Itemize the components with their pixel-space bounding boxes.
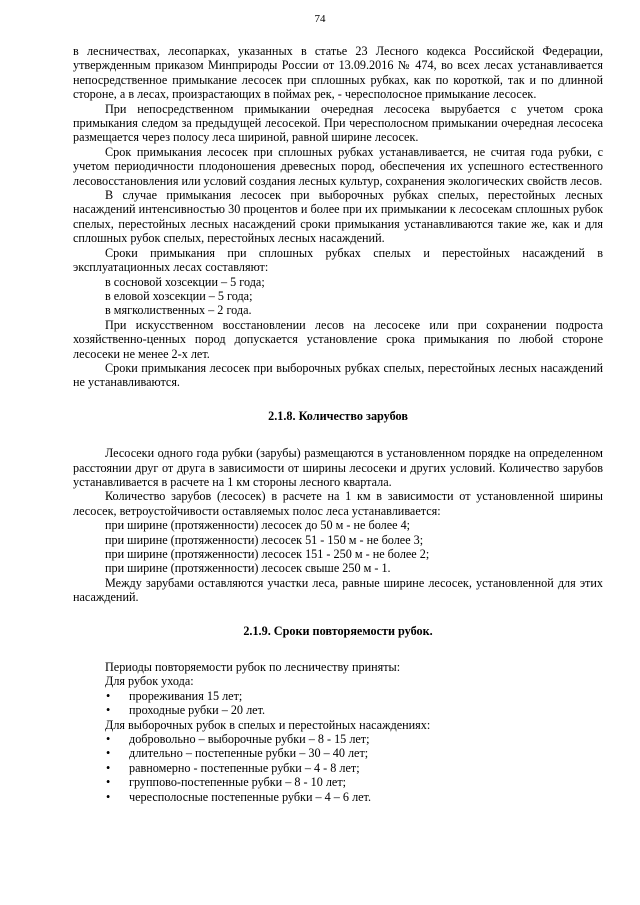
section-heading-cuts-count: 2.1.8. Количество зарубов <box>268 408 408 423</box>
list-item: • длительно – постепенные рубки – 30 – 40 лет; <box>73 746 603 760</box>
page-body <box>73 44 603 804</box>
section-heading-repeat-periods: 2.1.9. Сроки повторяемости рубок. <box>243 623 433 638</box>
paragraph-cuts-per-km: Количество зарубов (лесосек) в расчете на 1 км в зависимости от установленной ширины лесосек, ветроустойчивости оставляемых полос леса устанавливается: <box>73 489 603 518</box>
page-number: 74 <box>314 13 326 25</box>
paragraph-selective-adjoining: В случае примыкания лесосек при выборочных рубках спелых, перестойных лесных насаждений интенсивностью 30 процентов и более при их примыкании к лесосекам сплошных рубок спелых, перестойных лесных насаждений сроки примыкания устанавливаются такие же, как и для сплошных рубок спелых, перестойных лесных насаждений. <box>73 188 603 246</box>
paragraph-forest-types: в лесничествах, лесопарках, указанных в статье 23 Лесного кодекса Российской Федерации, утвержденным приказом Минприроды России от 13.09.2016 № 474, во всех лесах устанавливается непосредственное примыкание лесосек при сплошных рубках, как по короткой, так и по длинной стороне, а в лесах, произрастающих в поймах рек, - чересполосное примыкание лесосек. <box>73 44 603 102</box>
paragraph-terms-intro: Сроки примыкания при сплошных рубках спелых и перестойных насаждений в эксплуатационных лесах составляют: <box>73 245 603 275</box>
list-item: • проходные рубки – 20 лет. <box>73 703 603 717</box>
list-item: • равномерно - постепенные рубки – 4 - 8 лет; <box>73 761 603 775</box>
term-line: в сосновой хозсекции – 5 года; <box>105 274 265 289</box>
care-cuts-title: Для рубок ухода: <box>105 674 194 689</box>
width-rule-line: при ширине (протяженности) лесосек 151 - 250 м - не более 2; <box>105 547 430 561</box>
paragraph-cuts-placement: Лесосеки одного года рубки (зарубы) размещаются в установленном порядке на определенном расстоянии друг от друга в зависимости от ширины лесосеки и других условий. Количество зарубов устанавливается в расчете на 1 км стороны лесного квартала. <box>73 446 603 489</box>
list-item: • добровольно – выборочные рубки – 8 - 15 лет; <box>73 732 603 746</box>
selective-cuts-title: Для выборочных рубок в спелых и перестойных насаждениях: <box>105 717 431 732</box>
width-rule-line: при ширине (протяженности) лесосек 51 - 150 м - не более 3; <box>105 532 424 547</box>
paragraph-artificial-restoration: При искусственном восстановлении лесов на лесосеке или при сохранении подроста хозяйственно-ценных пород допускается установление срока примыкания по любой стороне лесосеки не менее 2-х лет. <box>73 317 603 361</box>
term-line: в еловой хозсекции – 5 года; <box>105 288 253 303</box>
width-rule-line: при ширине (протяженности) лесосек до 50 м - не более 4; <box>105 518 411 533</box>
list-item: • группово-постепенные рубки – 8 - 10 лет; <box>73 775 603 789</box>
paragraph-adjoining-term: Срок примыкания лесосек при сплошных рубках устанавливается, не считая года рубки, с учетом периодичности плодоношения древесных пород, обеспечения их успешного естественного лесовосстановления или условий создания лесных культур, сохранения экологических свойств лесов. <box>73 144 603 188</box>
paragraph-direct-adjoining: При непосредственном примыкании очередная лесосека вырубается с учетом срока примыкания следом за предыдущей лесосекой. При чересполосном примыкании очередная лесосека размещается через полосу леса шириной, равной ширине лесосек. <box>73 101 603 145</box>
paragraph-selective-terms: Сроки примыкания лесосек при выборочных рубках спелых, перестойных лесных насаждений не устанавливаются. <box>73 360 603 390</box>
care-cuts-list <box>73 689 603 718</box>
selective-cuts-list <box>73 732 603 804</box>
paragraph-between-cuts: Между зарубами оставляются участки леса, равные ширине лесосек, установленной для этих насаждений. <box>73 575 603 605</box>
list-item: • прореживания 15 лет; <box>73 689 603 703</box>
term-line: в мягколиственных – 2 года. <box>105 303 252 318</box>
list-item: • чересполосные постепенные рубки – 4 – 6 лет. <box>73 790 603 804</box>
width-rule-line: при ширине (протяженности) лесосек свыше 250 м - 1. <box>105 561 391 576</box>
periods-intro: Периоды повторяемости рубок по лесничеству приняты: <box>105 660 401 675</box>
